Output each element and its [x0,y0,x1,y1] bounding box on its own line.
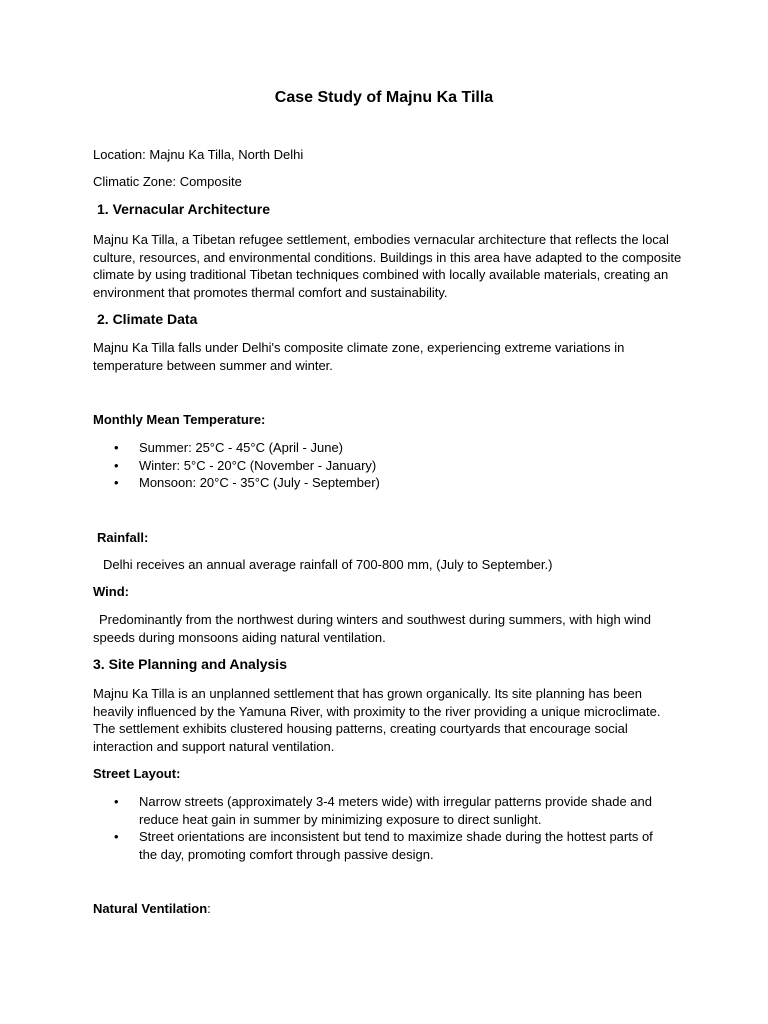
bullet-icon: • [114,440,119,455]
section-heading-site-planning: 3. Site Planning and Analysis [93,656,287,672]
list-item-text: Narrow streets (approximately 3-4 meters wide) with irregular patterns provide shade and reduce heat gain in summer by minimizing exposure to direct sunlight. [139,794,652,827]
list-item-text: Summer: 25°C - 45°C (April - June) [139,440,344,455]
list-item [93,439,653,457]
temperature-list [93,439,653,492]
bullet-icon: • [114,829,119,845]
natural-ventilation-line [93,901,211,916]
list-item [93,457,653,475]
natural-ventilation-label: Natural Ventilation [93,901,208,916]
section-heading-vernacular: 1. Vernacular Architecture [97,201,271,217]
list-item [93,828,653,863]
bullet-icon: • [114,794,119,809]
site-planning-paragraph: Majnu Ka Tilla is an unplanned settlement that has grown organically. Its site planning has been heavily influenced by the Yamuna River, with proximity to the river providing a unique microclimate. The settlement exhibits clustered housing patterns, creating courtyards that encourage social interaction and support natural ventilation. [93,686,661,754]
list-item-text: Monsoon: 20°C - 35°C (July - September) [139,475,380,491]
rainfall-text: Delhi receives an annual average rainfall of 700-800 mm, (July to September.) [103,557,553,572]
climate-paragraph: Majnu Ka Tilla falls under Delhi's composite climate zone, experiencing extreme variations in temperature between summer and winter. [93,340,625,373]
location-line: Location: Majnu Ka Tilla, North Delhi [93,147,304,162]
street-layout-label: Street Layout: [93,766,181,781]
natural-ventilation-colon: : [207,901,211,916]
list-item [93,793,653,828]
bullet-icon: • [114,457,119,473]
list-item [93,474,653,492]
section-heading-climate: 2. Climate Data [97,311,198,327]
temperature-label: Monthly Mean Temperature: [93,412,266,427]
list-item-text: Street orientations are inconsistent but tend to maximize shade during the hottest parts of the day, promoting comfort through passive design. [139,829,653,862]
street-layout-list [93,793,653,863]
vernacular-paragraph: Majnu Ka Tilla, a Tibetan refugee settlement, embodies vernacular architecture that reflects the local culture, resources, and environmental conditions. Buildings in this area have adapted to the composite climate by using traditional Tibetan techniques combined with locally available materials, creating an environment that promotes thermal comfort and sustainability. [93,232,682,300]
wind-text: Predominantly from the northwest during winters and southwest during summers, with high wind speeds during monsoons aiding natural ventilation. [93,612,652,645]
bullet-icon: • [114,475,119,491]
rainfall-label: Rainfall: [97,530,149,545]
page-title: Case Study of Majnu Ka Tilla [274,89,494,106]
climatic-zone-line: Climatic Zone: Composite [93,174,242,189]
wind-label: Wind: [93,584,129,599]
list-item-text: Winter: 5°C - 20°C (November - January) [139,457,377,473]
